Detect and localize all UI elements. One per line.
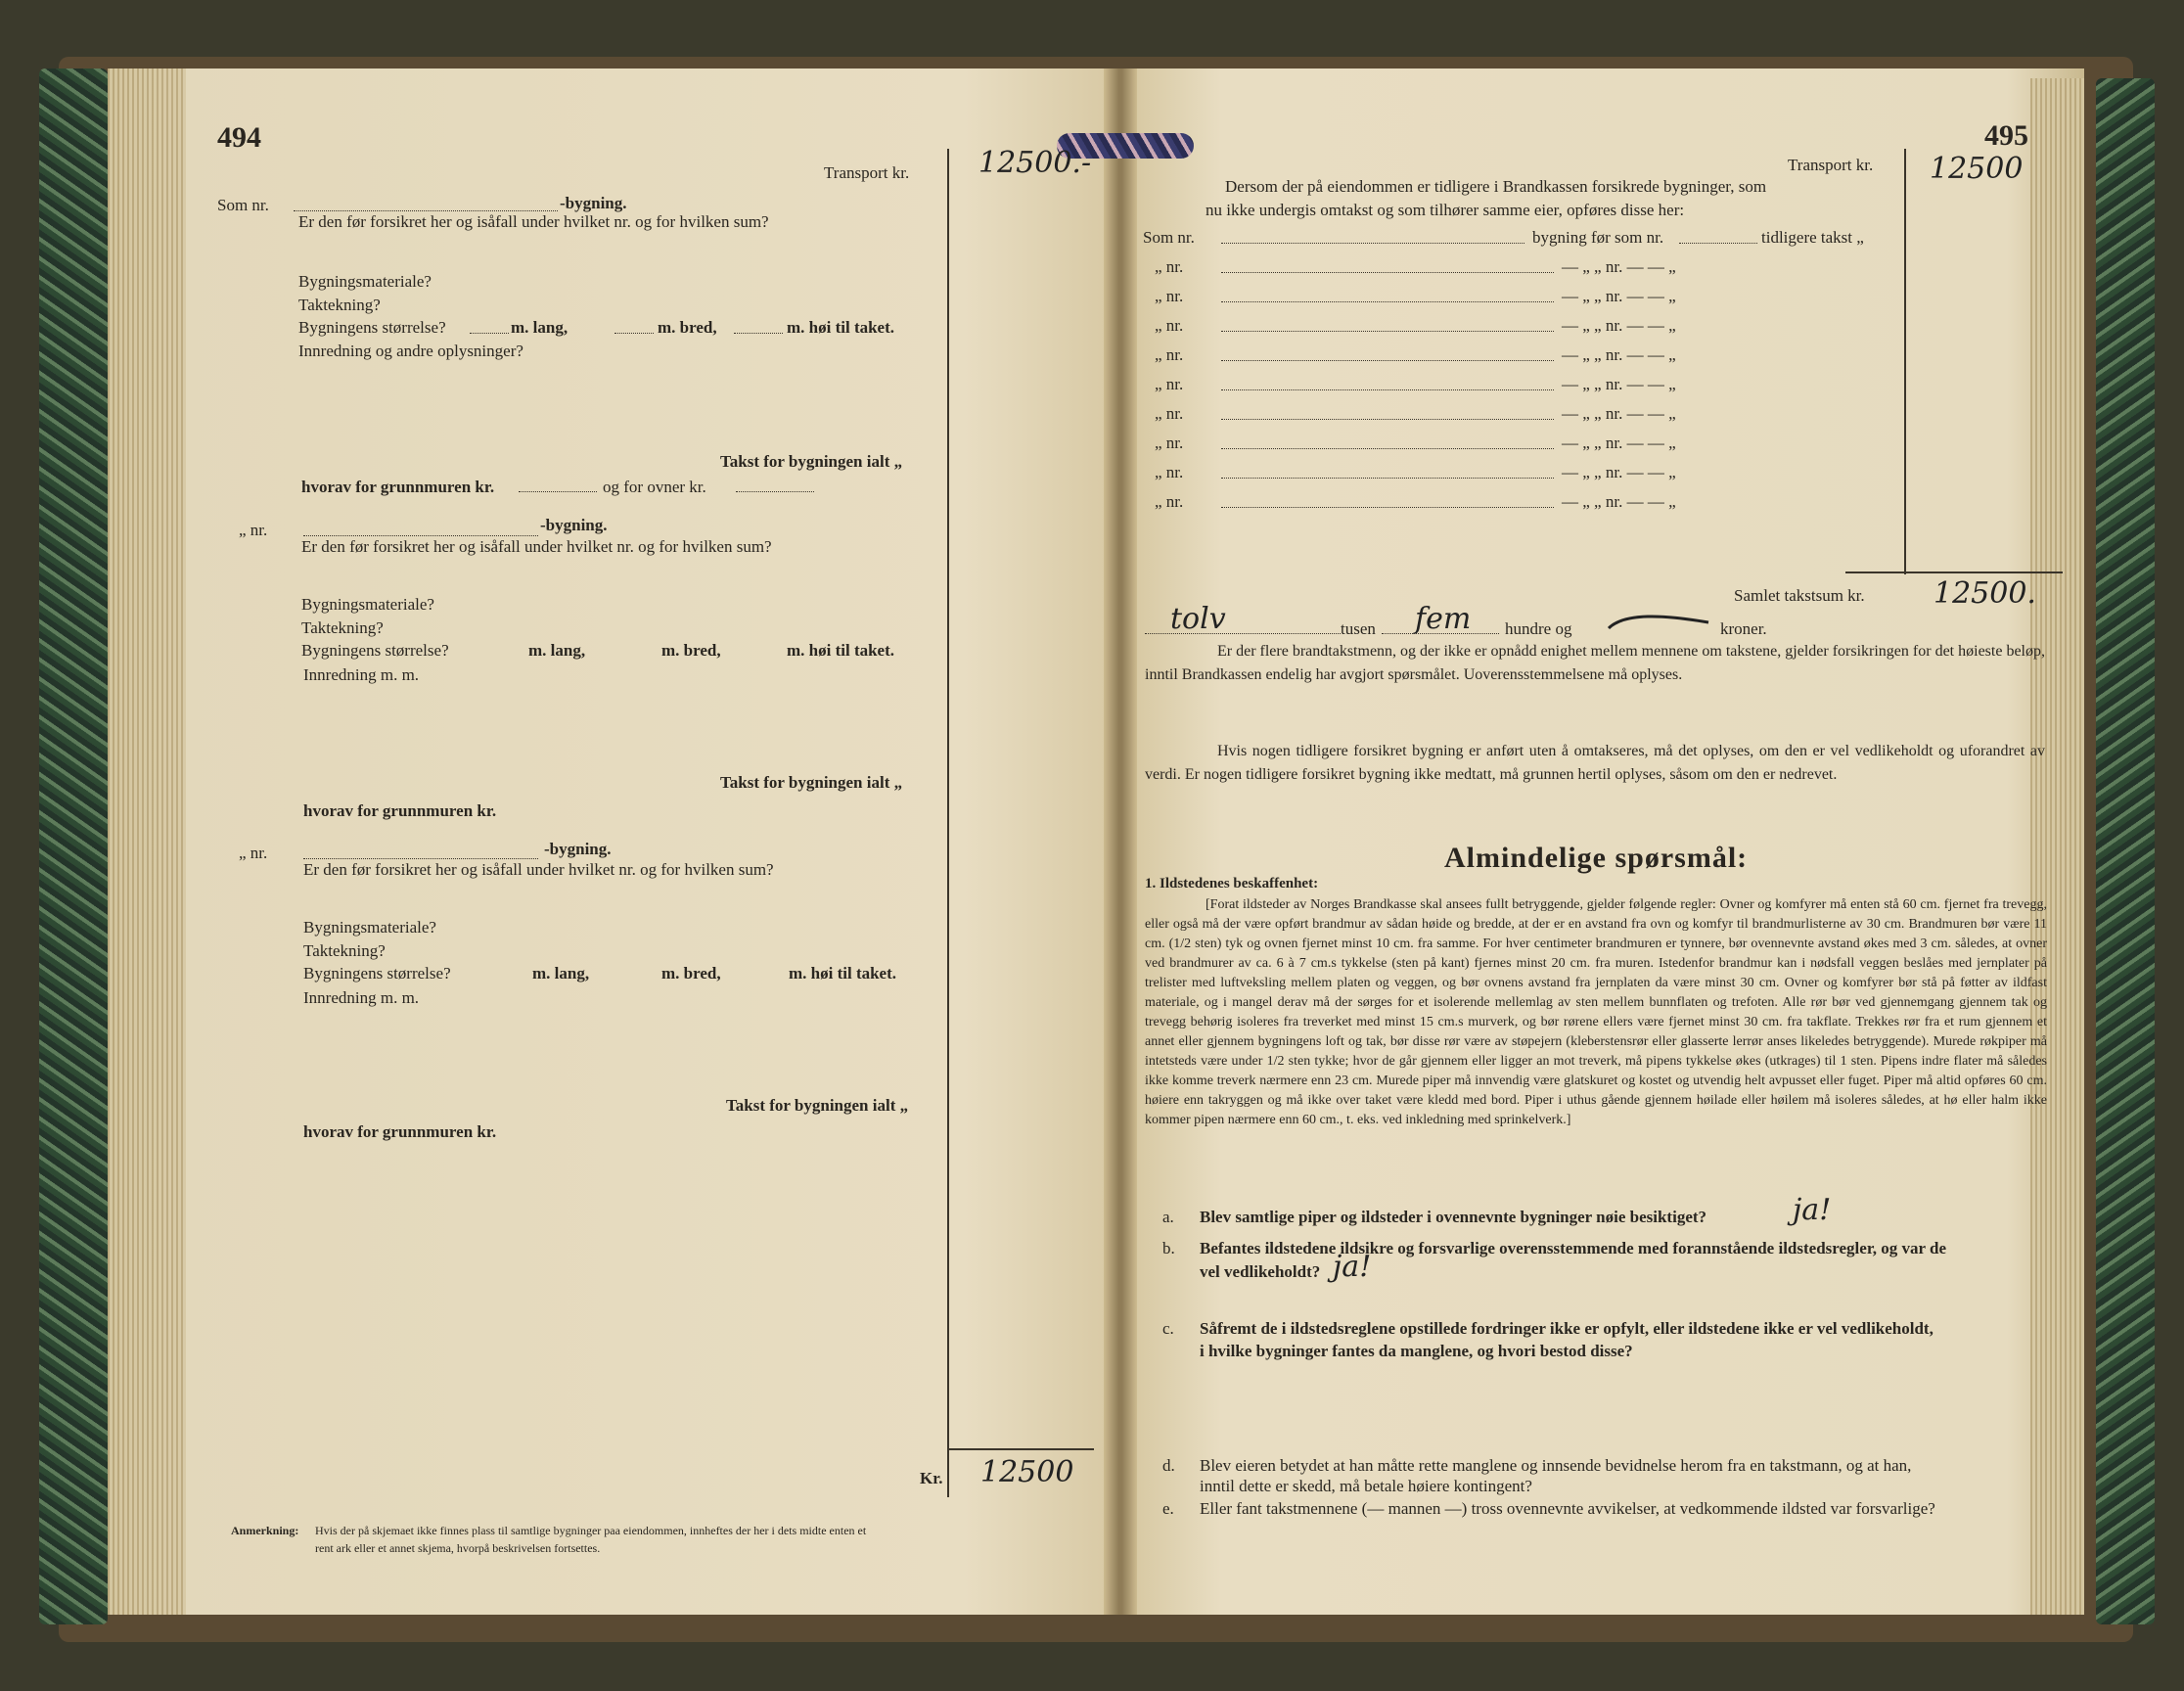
- block1-innredning: Innredning og andre oplysninger?: [298, 342, 523, 360]
- prior-row-dashes: — „ „ nr. — — „: [1562, 375, 1676, 393]
- block1-prefix: Som nr.: [217, 196, 269, 214]
- block1-bred-blank: [614, 332, 654, 334]
- block3-hvorav: hvorav for grunnmuren kr.: [303, 1122, 497, 1141]
- right-transport-label: Transport kr.: [1788, 156, 1874, 174]
- prior-row-1-blank-2: [1679, 242, 1757, 244]
- block3-storrelse: Bygningens størrelse?: [303, 964, 451, 983]
- prior-row-blank: [1221, 418, 1554, 420]
- block1-hoi-blank: [734, 332, 783, 334]
- block3-prefix: „ nr.: [239, 844, 268, 862]
- words-tusen: tusen: [1341, 619, 1376, 638]
- prior-row-prefix: „ nr.: [1155, 492, 1184, 511]
- block2-bred: m. bred,: [661, 641, 721, 660]
- qe-label: e.: [1162, 1499, 1174, 1518]
- prior-row-1-som: Som nr.: [1143, 228, 1195, 247]
- qe-text: Eller fant takstmennene (— mannen —) tross ovennevnte avvikelser, at vedkommende ildsted var forsvarlige?: [1200, 1499, 1935, 1518]
- block2-q1: Er den før forsikret her og isåfall under hvilket nr. og for hvilken sum?: [301, 537, 772, 556]
- block1-ovner: og for ovner kr.: [603, 478, 706, 496]
- prior-row-1-takst: tidligere takst „: [1761, 228, 1864, 247]
- prior-row-blank: [1221, 300, 1554, 302]
- qc-text-1: Såfremt de i ildstedsreglene opstillede fordringer ikke er opfylt, eller ildstedene ikke er vel vedlikeholdt,: [1200, 1319, 1934, 1338]
- words-blank-1: [1145, 632, 1341, 634]
- prior-row-prefix: „ nr.: [1155, 463, 1184, 481]
- qd-label: d.: [1162, 1456, 1175, 1475]
- qa-label: a.: [1162, 1208, 1174, 1226]
- block2-bygning-blank: [303, 534, 538, 536]
- block1-q1: Er den før forsikret her og isåfall under hvilket nr. og for hvilken sum?: [298, 212, 769, 231]
- prior-row-dashes: — „ „ nr. — — „: [1562, 404, 1676, 423]
- prior-row-dashes: — „ „ nr. — — „: [1562, 345, 1676, 364]
- block3-takst: Takst for bygningen ialt „: [726, 1096, 909, 1115]
- marbled-cover-left: [39, 69, 108, 1624]
- qa-text: Blev samtlige piper og ildsteder i ovennevnte bygninger nøie besiktiget?: [1200, 1208, 1707, 1226]
- prior-row-blank: [1221, 388, 1554, 390]
- right-amount-column-line: [1904, 149, 1906, 574]
- block2-bygning: -bygning.: [540, 516, 608, 534]
- block3-material: Bygningsmateriale?: [303, 918, 436, 937]
- prior-row-dashes: — „ „ nr. — — „: [1562, 257, 1676, 276]
- prior-row-dashes: — „ „ nr. — — „: [1562, 316, 1676, 335]
- prior-row-blank: [1221, 359, 1554, 361]
- block1-bygning-blank: [294, 209, 558, 211]
- words-thousands: tolv: [1170, 602, 1226, 636]
- qc-label: c.: [1162, 1319, 1174, 1338]
- prior-row-prefix: „ nr.: [1155, 287, 1184, 305]
- prior-row-blank: [1221, 447, 1554, 449]
- block1-material: Bygningsmateriale?: [298, 272, 432, 291]
- words-kroner: kroner.: [1720, 619, 1767, 638]
- block3-innredning: Innredning m. m.: [303, 988, 420, 1007]
- qd-text-2: inntil dette er skedd, må betale høiere kontingent?: [1200, 1477, 1532, 1495]
- qc-text-2: i hvilke bygninger fantes da manglene, og hvori bestod disse?: [1200, 1342, 1633, 1360]
- samlet-line: [1845, 571, 2063, 573]
- block2-takst: Takst for bygningen ialt „: [720, 773, 903, 792]
- block3-hoi: m. høi til taket.: [789, 964, 897, 983]
- block2-hoi: m. høi til taket.: [787, 641, 895, 660]
- samlet-value: 12500.: [1934, 576, 2036, 611]
- page-edges-right: [2030, 78, 2084, 1615]
- block1-bygning: -bygning.: [560, 194, 627, 212]
- prior-row-prefix: „ nr.: [1155, 257, 1184, 276]
- block1-bred: m. bred,: [658, 318, 717, 337]
- prior-row-prefix: „ nr.: [1155, 434, 1184, 452]
- right-transport-value: 12500: [1930, 152, 2024, 186]
- prior-row-dashes: — „ „ nr. — — „: [1562, 434, 1676, 452]
- qb-answer: ja!: [1333, 1250, 1372, 1284]
- page-number-right: 495: [1984, 119, 2028, 152]
- words-hundreds: fem: [1415, 602, 1472, 636]
- block3-bygning-blank: [303, 857, 538, 859]
- block1-hvorav: hvorav for grunnmuren kr.: [301, 478, 495, 496]
- block1-ovner-blank: [736, 490, 814, 492]
- page-number-left: 494: [217, 121, 261, 154]
- block2-hvorav: hvorav for grunnmuren kr.: [303, 801, 497, 820]
- anmerkning-text-1: Hvis der på skjemaet ikke finnes plass til samtlige bygninger paa eiendommen, innheftes der her i dets midte enten et: [315, 1524, 867, 1537]
- qd-text-1: Blev eieren betydet at han måtte rette manglene og innsende bevidnelse herom fra en takstmann, og at han,: [1200, 1456, 1912, 1475]
- paragraph-flere-takstmenn: Er der flere brandtakstmenn, og der ikke er opnådd enighet mellem mennene om takstene, gjelder forsikringen for det høieste beløp, inntil Brandkassen endelig har avgjort spørsmålet. Uoverensstemmelsene må oplyses.: [1145, 643, 2045, 683]
- prior-row-dashes: — „ „ nr. — — „: [1562, 492, 1676, 511]
- block3-lang: m. lang,: [532, 964, 590, 983]
- left-kr-value: 12500: [980, 1455, 1074, 1489]
- intro-line-1: Dersom der på eiendommen er tidligere i Brandkassen forsikrede bygninger, som: [1225, 177, 1767, 196]
- paragraph-tidligere-forsikret: Hvis nogen tidligere forsikret bygning er anført uten å omtakseres, må det oplyses, om den er vel vedlikeholdt og uforandret av verdi. Er nogen tidligere forsikret bygning ikke medtatt, må grunnen hertil oplyses, såsom om den er nedrevet.: [1145, 743, 2045, 783]
- prior-row-dashes: — „ „ nr. — — „: [1562, 287, 1676, 305]
- prior-row-blank: [1221, 506, 1554, 508]
- book-gutter: [1104, 69, 1137, 1615]
- prior-row-blank: [1221, 271, 1554, 273]
- words-hundre: hundre og: [1505, 619, 1572, 638]
- qb-text-2: vel vedlikeholdt?: [1200, 1262, 1321, 1281]
- words-blank-2: [1382, 632, 1499, 634]
- prior-row-prefix: „ nr.: [1155, 345, 1184, 364]
- left-total-line: [947, 1448, 1094, 1450]
- prior-row-blank: [1221, 477, 1554, 479]
- block1-lang-blank: [470, 332, 509, 334]
- block2-prefix: „ nr.: [239, 521, 268, 539]
- prior-row-blank: [1221, 330, 1554, 332]
- left-amount-column-line: [947, 149, 949, 1497]
- block3-taktekning: Taktekning?: [303, 941, 386, 960]
- left-page: [108, 69, 1115, 1615]
- block2-storrelse: Bygningens størrelse?: [301, 641, 449, 660]
- page-edges-left: [108, 69, 186, 1615]
- samlet-label: Samlet takstsum kr.: [1734, 586, 1865, 605]
- block1-takst: Takst for bygningen ialt „: [720, 452, 903, 471]
- prior-row-prefix: „ nr.: [1155, 404, 1184, 423]
- block2-lang: m. lang,: [528, 641, 586, 660]
- block3-bred: m. bred,: [661, 964, 721, 983]
- section-heading: Almindelige spørsmål:: [1444, 842, 1749, 874]
- marbled-cover-right: [2096, 78, 2155, 1624]
- block3-q1: Er den før forsikret her og isåfall under hvilket nr. og for hvilken sum?: [303, 860, 774, 879]
- qb-label: b.: [1162, 1239, 1175, 1257]
- block2-innredning: Innredning m. m.: [303, 665, 420, 684]
- block2-material: Bygningsmateriale?: [301, 595, 434, 614]
- block1-hoi: m. høi til taket.: [787, 318, 895, 337]
- ildsted-regler: [Forat ildsteder av Norges Brandkasse skal ansees fullt betryggende, gjelder følgende regler: Ovner og komfyrer må enten stå 60 cm. fjernet fra trevegg, eller også må der være opført brandmur av sådan høide og bredde, at der er en avstand fra ovn og komfyr til brandmurlisterne av 30 cm. Brandmuren bør være 11 cm. (1/2 sten) tyk og ovnen fjernet minst 10 cm. fra samme. For hver centimeter brandmuren er tynnere, bør ovennevnte avstand økes med 3 cm. således, at ovner ved brandmurer av ca. 6 à 7 cm.s tykkelse (sten på kant) fjernes minst 20 cm. fra muren. Istedenfor brandmur kan i nødsfall veggen beslåes med jernplater på trelister med luftveksling mellem platen og veggen, og bør ovnens avstand fra jernplaten da være minst 30 cm. Ovner og komfyrer bør stå på føtter av ildfast materiale, og i mangel derav må der sørges for et isolerende mellemlag av sten mellem bunnflaten og trefoten. Alle rør bør ved gjennemgang gjennem tak og trevegg behørig isoleres fra treverket med minst 15 cm.s murverk, og bør rørene ellers være fjernet minst 30 cm. fra takflate. Trekkes rør fra et rum gjennem et annet eller gjennem bygningens loft og tak, bør disse rør være av støpejern (kleberstensrør eller glasserte lerrør anses likeledes betryggende). Murede røkpiper må intetsteds være under 1/2 sten tykke; hvor de går gjennem eller ligger an mot treverk, må pipens tykkelse økes (utkrages) til 1 sten. Pipens indre flater må således ikke komme treverk nærmere enn 23 cm. Murede piper må innvendig være glatskuret og kostet og utvendig helt avpusset eller fuget. Piper må altid opføres 60 cm. høiere enn takryggen og må ikke over taket være kledd med bord. Piper i uthus gående gjennem høilade eller høilem må isoleres således, at hø eller halm ikke kommer pipen nærmere enn 60 cm., t. eks. ved inkledning med sprinkelverk.]: [1145, 897, 2047, 1127]
- intro-line-2: nu ikke undergis omtakst og som tilhører samme eier, opføres disse her:: [1206, 201, 1685, 219]
- block3-bygning: -bygning.: [544, 840, 612, 858]
- block2-taktekning: Taktekning?: [301, 618, 384, 637]
- block1-taktekning: Taktekning?: [298, 296, 381, 314]
- qb-text-1: Befantes ildstedene ildsikre og forsvarlige overensstemmende med forannstående ildstedsregler, og var de: [1200, 1239, 1947, 1257]
- block1-storrelse: Bygningens størrelse?: [298, 318, 446, 337]
- words-dash-stroke: [1605, 609, 1712, 634]
- prior-row-prefix: „ nr.: [1155, 316, 1184, 335]
- prior-row-1-blank: [1221, 242, 1524, 244]
- prior-row-1-bygning: bygning før som nr.: [1532, 228, 1664, 247]
- q1-label: 1. Ildstedenes beskaffenhet:: [1145, 876, 1319, 891]
- left-transport-label: Transport kr.: [824, 163, 910, 182]
- left-kr-label: Kr.: [920, 1469, 943, 1487]
- qa-answer: ja!: [1793, 1193, 1832, 1227]
- anmerkning-text-2: rent ark eller et annet skjema, hvorpå beskrivelsen fortsettes.: [315, 1541, 601, 1555]
- prior-row-prefix: „ nr.: [1155, 375, 1184, 393]
- block1-lang: m. lang,: [511, 318, 569, 337]
- prior-row-dashes: — „ „ nr. — — „: [1562, 463, 1676, 481]
- left-transport-value: 12500.-: [978, 146, 1092, 180]
- anmerkning-label: Anmerkning:: [231, 1524, 299, 1537]
- block1-grunnmur-blank: [519, 490, 597, 492]
